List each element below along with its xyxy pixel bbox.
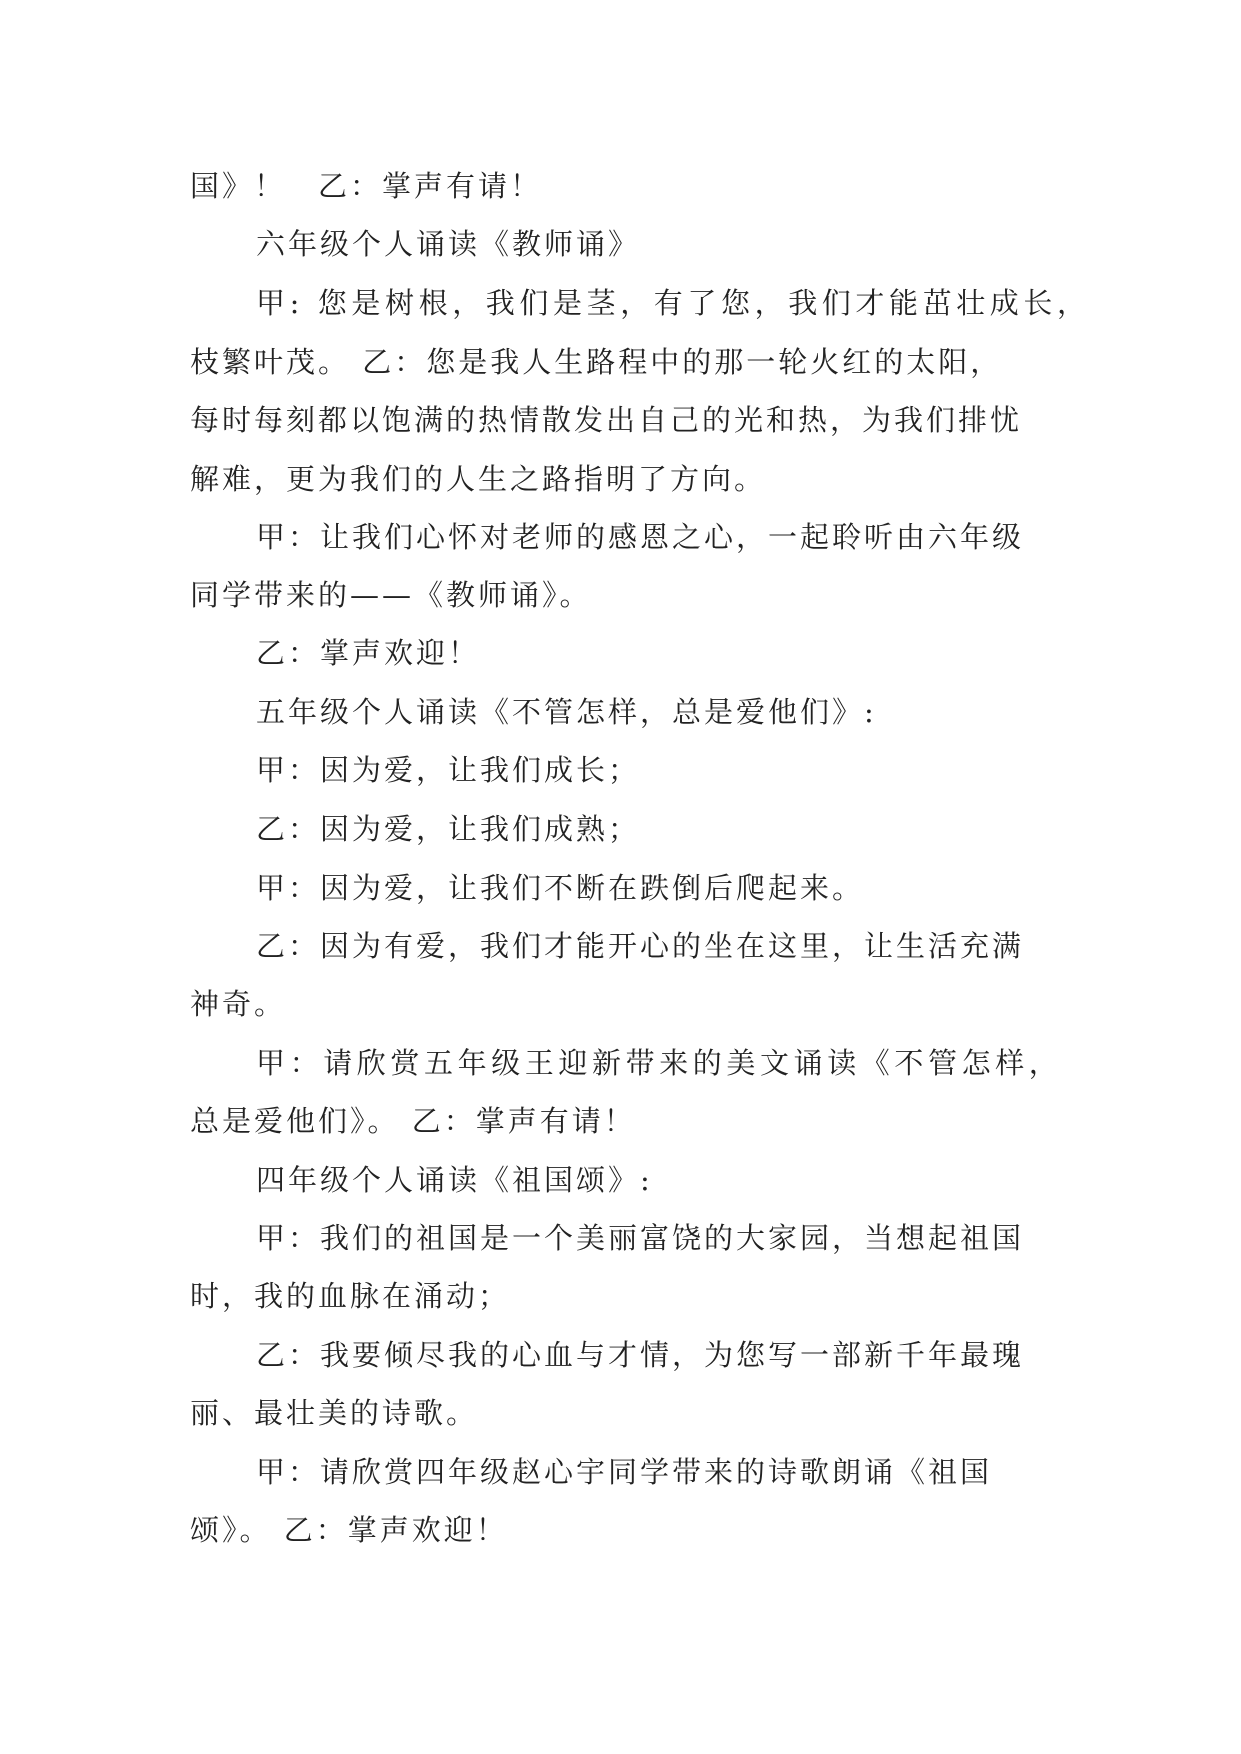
text-line: 甲：因为爱，让我们不断在跌倒后爬起来。 [256,871,865,905]
text-line: 甲：请欣赏五年级王迎新带来的美文诵读《不管怎样， [256,1046,1063,1080]
text-line: 时，我的血脉在涌动； [190,1279,511,1313]
text-line: 乙：因为有爱，我们才能开心的坐在这里，让生活充满 [256,929,1025,963]
text-line: 每时每刻都以饱满的热情散发出自己的光和热，为我们排忧 [190,403,1023,437]
section-heading: 四年级个人诵读《祖国颂》: [256,1163,653,1197]
text-line: 总是爱他们》。 乙：掌声有请！ [190,1104,636,1138]
text-line: 甲：请欣赏四年级赵心宇同学带来的诗歌朗诵《祖国 [256,1455,993,1489]
text-line: 颂》。 乙：掌声欢迎！ [190,1513,508,1547]
text-line: 甲：因为爱，让我们成长； [256,753,641,787]
text-line: 神奇。 [190,987,287,1021]
text-line: 国》！ 乙：掌声有请！ [190,169,543,203]
text-line: 丽、最壮美的诗歌。 [190,1396,479,1430]
text-line: 乙：我要倾尽我的心血与才情，为您写一部新千年最瑰 [256,1338,1025,1372]
text-line: 乙：掌声欢迎！ [256,636,481,670]
text-line: 甲：我们的祖国是一个美丽富饶的大家园，当想起祖国 [256,1221,1025,1255]
text-line: 枝繁叶茂。 乙：您是我人生路程中的那一轮火红的太阳， [190,345,1003,379]
section-heading: 五年级个人诵读《不管怎样，总是爱他们》: [256,695,877,729]
text-line: 解难，更为我们的人生之路指明了方向。 [190,462,767,496]
section-heading: 六年级个人诵读《教师诵》 [256,227,641,261]
text-line: 甲：让我们心怀对老师的感恩之心，一起聆听由六年级 [256,520,1025,554]
text-line: 同学带来的——《教师诵》。 [190,578,592,612]
text-line: 乙：因为爱，让我们成熟； [256,812,641,846]
text-line: 甲: 您是树根，我们是茎，有了您，我们才能茁壮成长， [256,286,1091,320]
